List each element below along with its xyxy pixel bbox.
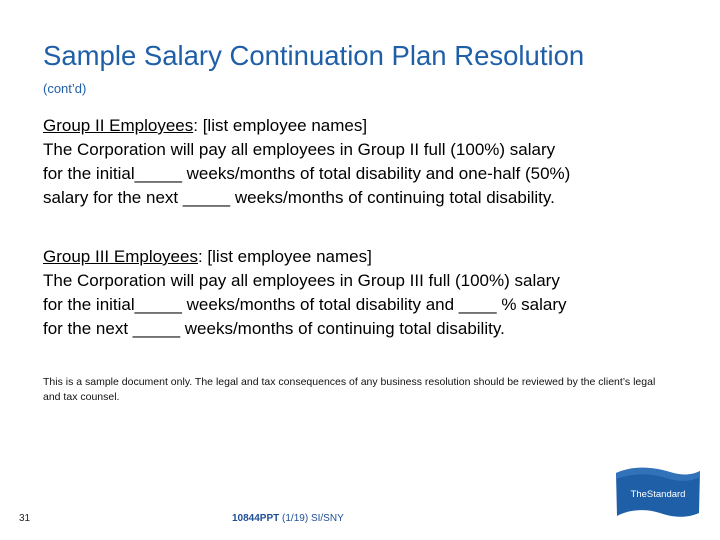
document-code-suffix: (1/19) SI/SNY (279, 513, 344, 524)
group-iii-line: for the next _____ weeks/months of continuing total disability. (43, 319, 505, 338)
group-iii-section (43, 245, 683, 341)
page-subtitle: (cont’d) (43, 81, 87, 96)
group-ii-heading-rest: : [list employee names] (193, 116, 368, 135)
group-ii-line: The Corporation will pay all employees in Group II full (100%) salary (43, 140, 556, 159)
group-ii-heading (43, 114, 683, 138)
logo-text: TheStandard (630, 489, 686, 500)
group-ii-line: salary for the next _____ weeks/months of continuing total disability. (43, 188, 555, 207)
page-number: 31 (19, 513, 31, 524)
group-iii-line: for the initial_____ weeks/months of total disability and ____ % salary (43, 295, 567, 314)
group-iii-heading-term: Group III Employees (43, 247, 198, 266)
group-ii-heading-term: Group II Employees (43, 116, 194, 135)
group-iii-line: The Corporation will pay all employees in Group III full (100%) salary (43, 271, 560, 290)
group-iii-heading (43, 245, 683, 269)
disclaimer: This is a sample document only. The legal and tax consequences of any business resolution should be reviewed by the client’s legal and tax counsel. (43, 376, 656, 403)
group-ii-line: for the initial_____ weeks/months of total disability and one-half (50%) (43, 164, 571, 183)
the-standard-logo (612, 463, 704, 521)
page-title: Sample Salary Continuation Plan Resolution (43, 40, 585, 71)
document-code-id: 10844PPT (232, 513, 280, 524)
group-ii-section (43, 114, 683, 210)
document-code (232, 513, 344, 524)
group-iii-heading-rest: : [list employee names] (197, 247, 372, 266)
